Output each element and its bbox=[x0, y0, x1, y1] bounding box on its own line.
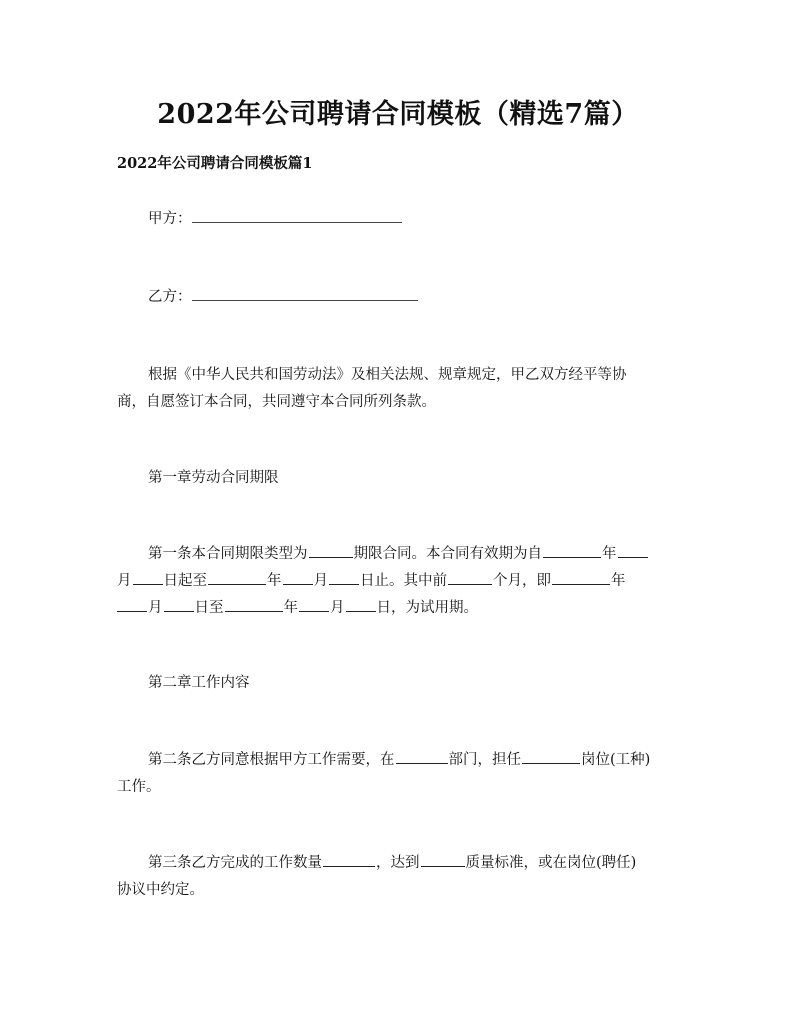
quality-standard-blank[interactable] bbox=[421, 851, 465, 867]
party-a-label: 甲方： bbox=[148, 211, 192, 227]
probation-start-day-blank[interactable] bbox=[164, 596, 194, 612]
article-3-paragraph: 第三条乙方完成的工作数量 ，达到 质量标准，或在岗位(聘任) 协议中约定。 bbox=[117, 850, 687, 904]
end-year-blank[interactable] bbox=[208, 569, 266, 585]
preamble-line-2: 商，自愿签订本合同，共同遵守本合同所列条款。 bbox=[117, 394, 436, 410]
document-title: 2022年公司聘请合同模板（精选7篇） bbox=[157, 99, 639, 130]
contract-type-blank[interactable] bbox=[309, 542, 353, 558]
party-b-blank[interactable] bbox=[192, 286, 418, 301]
start-day-blank[interactable] bbox=[133, 569, 163, 585]
party-a-blank[interactable] bbox=[192, 208, 402, 223]
chapter-1-title: 第一章劳动合同期限 bbox=[148, 470, 279, 486]
article-2-paragraph: 第二条乙方同意根据甲方工作需要，在 部门，担任 岗位(工种) 工作。 bbox=[117, 747, 687, 801]
preamble-paragraph bbox=[117, 362, 687, 416]
position-blank[interactable] bbox=[522, 748, 580, 764]
start-year-blank[interactable] bbox=[543, 542, 601, 558]
work-quantity-blank[interactable] bbox=[323, 851, 375, 867]
probation-start-month-blank[interactable] bbox=[117, 596, 147, 612]
probation-end-year-blank[interactable] bbox=[225, 596, 283, 612]
party-a-line bbox=[117, 206, 687, 233]
party-b-line bbox=[117, 284, 687, 311]
party-b-label: 乙方： bbox=[148, 289, 192, 305]
chapter-2-title: 第二章工作内容 bbox=[148, 675, 250, 691]
probation-end-day-blank[interactable] bbox=[346, 596, 376, 612]
probation-months-blank[interactable] bbox=[448, 569, 492, 585]
probation-end-month-blank[interactable] bbox=[299, 596, 329, 612]
department-blank[interactable] bbox=[396, 748, 448, 764]
start-month-blank[interactable] bbox=[618, 542, 648, 558]
probation-start-year-blank[interactable] bbox=[552, 569, 610, 585]
end-day-blank[interactable] bbox=[329, 569, 359, 585]
preamble-line-1: 根据《中华人民共和国劳动法》及相关法规、规章规定，甲乙双方经平等协 bbox=[148, 367, 627, 383]
article-1-paragraph: 第一条本合同期限类型为 期限合同。本合同有效期为自 年 月 日起至 年 月 日止。其中前 个月，即 年 月 日至 年 月 日，为试用期。 bbox=[117, 541, 687, 622]
section-heading: 2022年公司聘请合同模板篇1 bbox=[117, 155, 313, 172]
end-month-blank[interactable] bbox=[283, 569, 313, 585]
